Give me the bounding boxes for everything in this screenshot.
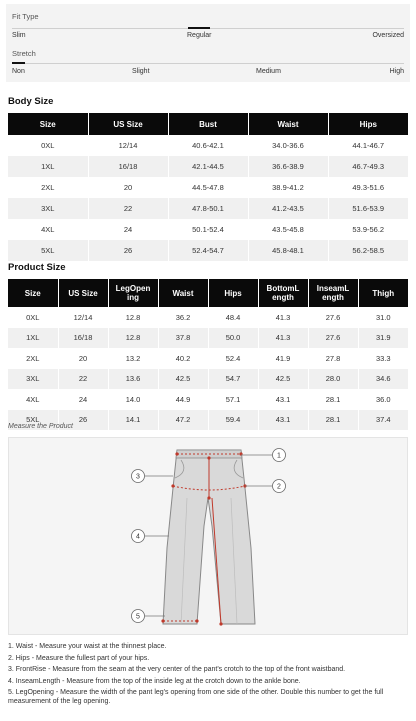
table-cell: 37.4 xyxy=(358,410,408,431)
table-cell: 24 xyxy=(88,219,168,240)
column-header xyxy=(258,279,308,307)
table-cell: 41.2-43.5 xyxy=(248,198,328,219)
fit-option-oversized: Oversized xyxy=(372,32,404,39)
table-cell: 40.2 xyxy=(158,348,208,369)
table-cell: 12/14 xyxy=(58,307,108,328)
table-cell: 41.3 xyxy=(258,328,308,349)
column-header-line: Size xyxy=(24,288,41,298)
table-cell: 5XL xyxy=(8,240,88,261)
table-cell: 50.0 xyxy=(208,328,258,349)
table-row xyxy=(8,156,408,177)
table-cell: 28.1 xyxy=(308,410,358,431)
measurement-diagram xyxy=(8,437,408,635)
table-cell: 28.0 xyxy=(308,369,358,390)
table-cell: 36.6-38.9 xyxy=(248,156,328,177)
table-cell: 43.1 xyxy=(258,410,308,431)
callout-5-label: 5 xyxy=(136,613,140,621)
column-header-line: ing xyxy=(127,293,139,302)
column-header-line: BottomL xyxy=(266,284,300,293)
column-header xyxy=(108,279,158,307)
column-header-line: US Size xyxy=(68,288,98,298)
table-cell: 31.9 xyxy=(358,328,408,349)
table-cell: 4XL xyxy=(8,389,58,410)
table-row xyxy=(8,177,408,198)
column-header-line: Hips xyxy=(224,288,242,298)
note-hips: 2. Hips - Measure the fullest part of your hips. xyxy=(8,654,150,662)
table-cell: 44.1-46.7 xyxy=(328,135,408,156)
table-cell: 52.4-54.7 xyxy=(168,240,248,261)
table-cell: 47.2 xyxy=(158,410,208,431)
table-cell: 16/18 xyxy=(58,328,108,349)
table-cell: 22 xyxy=(58,369,108,390)
column-header: Size xyxy=(8,113,88,135)
table-cell: 36.0 xyxy=(358,389,408,410)
fit-option-slim: Slim xyxy=(12,32,26,39)
table-cell: 38.9-41.2 xyxy=(248,177,328,198)
column-header-line: ength xyxy=(322,293,344,302)
table-cell: 42.5 xyxy=(158,369,208,390)
table-cell: 52.4 xyxy=(208,348,258,369)
table-cell: 41.9 xyxy=(258,348,308,369)
table-cell: 2XL xyxy=(8,348,58,369)
column-header xyxy=(158,279,208,307)
table-header-row xyxy=(8,279,408,307)
measurement-notes xyxy=(8,643,412,709)
table-cell: 43.1 xyxy=(258,389,308,410)
column-header: US Size xyxy=(88,113,168,135)
table-cell: 4XL xyxy=(8,219,88,240)
stretch-option-medium: Medium xyxy=(256,68,281,75)
table-cell: 40.6-42.1 xyxy=(168,135,248,156)
callout-1-label: 1 xyxy=(277,452,281,460)
table-cell: 33.3 xyxy=(358,348,408,369)
table-cell: 48.4 xyxy=(208,307,258,328)
table-cell: 42.1-44.5 xyxy=(168,156,248,177)
note-inseam: 4. InseamLength - Measure from the top of the inside leg at the crotch down to the ankle bone. xyxy=(8,677,301,685)
table-row xyxy=(8,328,408,349)
table-cell: 57.1 xyxy=(208,389,258,410)
table-cell: 0XL xyxy=(8,307,58,328)
table-row xyxy=(8,389,408,410)
table-cell: 16/18 xyxy=(88,156,168,177)
callout-3-label: 3 xyxy=(136,473,140,481)
table-cell: 59.4 xyxy=(208,410,258,431)
table-header-row xyxy=(8,113,408,135)
stretch-track xyxy=(12,63,404,64)
table-row xyxy=(8,307,408,328)
fit-type-marker xyxy=(188,27,210,29)
note-leg-opening: 5. LegOpening - Measure the width of the pant leg's opening from one side of the other. Double this number to get the full measurement of the leg opening. xyxy=(8,689,384,705)
note-front-rise: 3. FrontRise - Measure from the seam at the very center of the pant's crotch to the top of the front waistband. xyxy=(8,666,346,673)
table-cell: 26 xyxy=(58,410,108,431)
table-row xyxy=(8,348,408,369)
table-cell: 22 xyxy=(88,198,168,219)
column-header xyxy=(8,279,58,307)
table-cell: 44.5-47.8 xyxy=(168,177,248,198)
column-header: Bust xyxy=(168,113,248,135)
table-cell: 27.6 xyxy=(308,328,358,349)
table-cell: 13.2 xyxy=(108,348,158,369)
table-cell: 28.1 xyxy=(308,389,358,410)
table-row xyxy=(8,198,408,219)
stretch-option-slight: Slight xyxy=(132,68,150,75)
table-row xyxy=(8,219,408,240)
column-header-line: Waist xyxy=(172,288,194,298)
table-cell: 20 xyxy=(58,348,108,369)
table-cell: 2XL xyxy=(8,177,88,198)
column-header-line: LegOpen xyxy=(115,284,151,293)
table-cell: 14.0 xyxy=(108,389,158,410)
table-cell: 1XL xyxy=(8,328,58,349)
column-header xyxy=(358,279,408,307)
pants-illustration xyxy=(9,438,409,636)
table-cell: 14.1 xyxy=(108,410,158,431)
column-header-line: InseamL xyxy=(316,284,350,293)
column-header-line: Thigh xyxy=(372,288,395,298)
table-cell: 37.8 xyxy=(158,328,208,349)
table-cell: 12.8 xyxy=(108,307,158,328)
table-cell: 31.0 xyxy=(358,307,408,328)
note-waist: 1. Waist - Measure your waist at the thinnest place. xyxy=(8,643,167,650)
table-cell: 27.6 xyxy=(308,307,358,328)
callout-2-label: 2 xyxy=(277,483,281,491)
table-cell: 3XL xyxy=(8,198,88,219)
column-header: Waist xyxy=(248,113,328,135)
table-cell: 50.1-52.4 xyxy=(168,219,248,240)
column-header: Hips xyxy=(328,113,408,135)
table-cell: 34.6 xyxy=(358,369,408,390)
table-cell: 34.0-36.6 xyxy=(248,135,328,156)
table-cell: 20 xyxy=(88,177,168,198)
column-header xyxy=(208,279,258,307)
table-row xyxy=(8,240,408,261)
column-header xyxy=(58,279,108,307)
body-size-title: Body Size xyxy=(8,96,54,107)
table-cell: 47.8-50.1 xyxy=(168,198,248,219)
stretch-label: Stretch xyxy=(12,49,36,58)
product-size-title: Product Size xyxy=(8,262,66,273)
fit-panel xyxy=(6,4,410,82)
table-cell: 51.6-53.9 xyxy=(328,198,408,219)
body-size-table xyxy=(8,113,408,261)
stretch-option-high: High xyxy=(389,68,404,75)
column-header-line: ength xyxy=(272,293,294,302)
table-cell: 0XL xyxy=(8,135,88,156)
table-cell: 5XL xyxy=(8,410,58,431)
stretch-marker xyxy=(12,62,25,64)
table-row xyxy=(8,369,408,390)
table-cell: 27.8 xyxy=(308,348,358,369)
fit-type-label: Fit Type xyxy=(12,12,39,21)
table-cell: 45.8-48.1 xyxy=(248,240,328,261)
table-cell: 53.9-56.2 xyxy=(328,219,408,240)
table-cell: 13.6 xyxy=(108,369,158,390)
table-row xyxy=(8,135,408,156)
column-header xyxy=(308,279,358,307)
table-cell: 12/14 xyxy=(88,135,168,156)
callout-4-label: 4 xyxy=(136,533,140,541)
table-cell: 1XL xyxy=(8,156,88,177)
table-cell: 42.5 xyxy=(258,369,308,390)
table-cell: 36.2 xyxy=(158,307,208,328)
table-cell: 3XL xyxy=(8,369,58,390)
table-cell: 24 xyxy=(58,389,108,410)
table-cell: 44.9 xyxy=(158,389,208,410)
table-cell: 46.7-49.3 xyxy=(328,156,408,177)
table-cell: 12.8 xyxy=(108,328,158,349)
measure-caption: Measure the Product xyxy=(8,423,73,430)
table-cell: 41.3 xyxy=(258,307,308,328)
table-cell: 49.3-51.6 xyxy=(328,177,408,198)
product-size-table xyxy=(8,279,408,430)
table-cell: 43.5-45.8 xyxy=(248,219,328,240)
table-cell: 26 xyxy=(88,240,168,261)
fit-option-regular: Regular xyxy=(187,32,212,39)
table-cell: 56.2-58.5 xyxy=(328,240,408,261)
stretch-option-non: Non xyxy=(12,68,25,75)
table-cell: 54.7 xyxy=(208,369,258,390)
